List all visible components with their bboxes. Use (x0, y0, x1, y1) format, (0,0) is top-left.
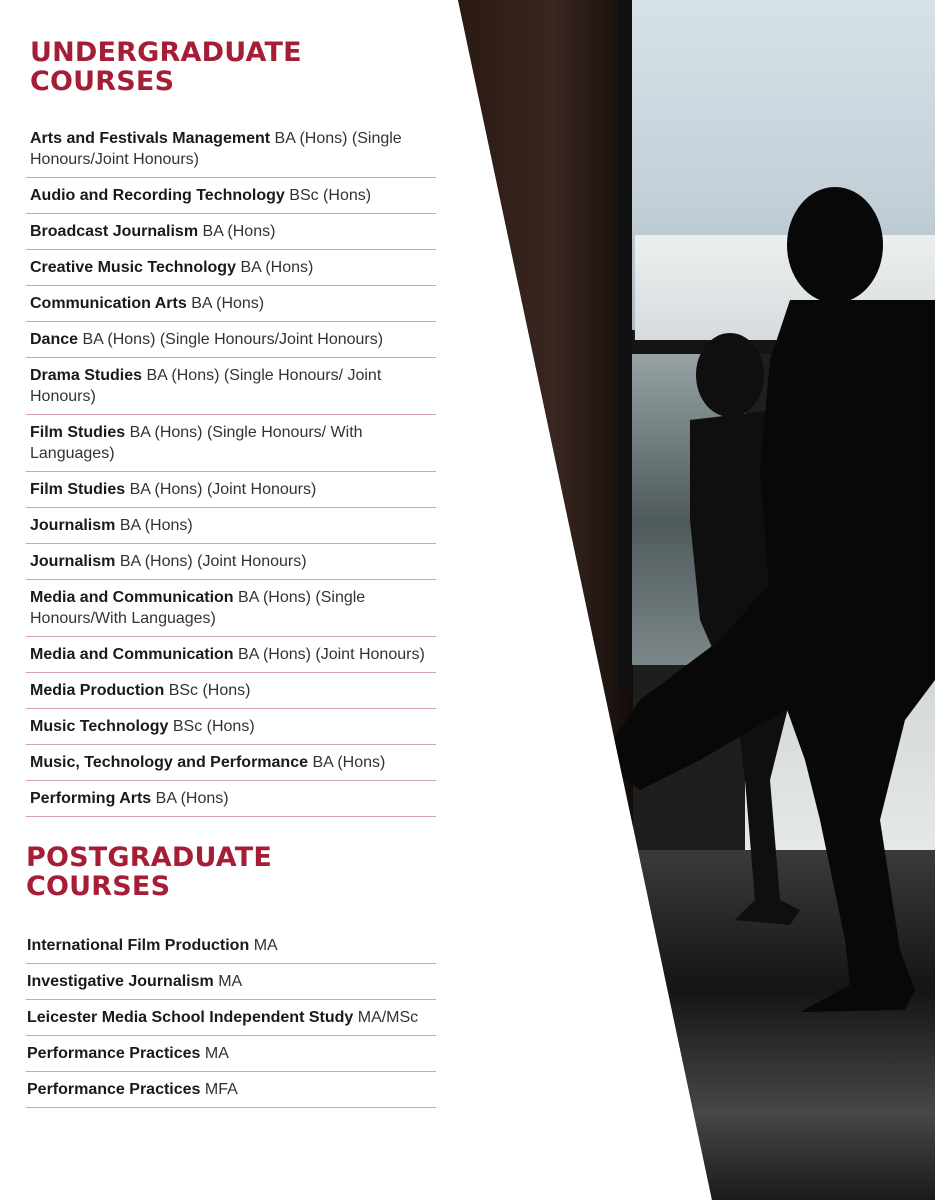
course-qualification: BA (Hons) (Single Honours/Joint Honours) (30, 130, 402, 168)
postgraduate-section (26, 843, 436, 1108)
course-title: Film Studies (30, 424, 126, 441)
course-title: Journalism (30, 553, 116, 570)
course-item (26, 214, 436, 250)
course-qualification: BSc (Hons) (289, 187, 372, 204)
course-item (26, 286, 436, 322)
course-title: Investigative Journalism (27, 973, 214, 990)
course-qualification: BA (Hons) (240, 259, 314, 276)
course-title: Creative Music Technology (30, 259, 236, 276)
course-item (26, 128, 436, 178)
postgraduate-heading-line1: POSTGRADUATE (26, 842, 273, 873)
course-title: Communication Arts (30, 295, 187, 312)
course-item (26, 358, 436, 415)
undergraduate-heading (30, 38, 436, 96)
course-title: Media and Communication (30, 646, 234, 663)
postgraduate-course-list (26, 935, 436, 1108)
course-item (26, 781, 436, 817)
undergraduate-course-list (26, 128, 436, 817)
course-title: Leicester Media School Independent Study (27, 1009, 354, 1026)
course-title: Performance Practices (27, 1081, 201, 1098)
course-qualification: BA (Hons) (312, 754, 386, 771)
course-qualification: BA (Hons) (155, 790, 229, 807)
course-title: Journalism (30, 517, 116, 534)
course-qualification: MA (218, 973, 243, 990)
course-item (26, 415, 436, 472)
course-list-column (26, 38, 436, 1108)
course-qualification: BA (Hons) (Single Honours/Joint Honours) (82, 331, 384, 348)
course-qualification: BA (Hons) (Joint Honours) (129, 481, 317, 498)
course-qualification: MA/MSc (357, 1009, 419, 1026)
course-qualification: BA (Hons) (Single Honours/ With Languages) (30, 424, 363, 462)
course-qualification: BA (Hons) (191, 295, 265, 312)
course-item (26, 673, 436, 709)
undergraduate-heading-line1: UNDERGRADUATE (30, 37, 302, 68)
course-item (26, 1072, 436, 1108)
course-title: Arts and Festivals Management (30, 130, 271, 147)
course-title: Broadcast Journalism (30, 223, 199, 240)
course-item (26, 637, 436, 673)
course-item (26, 472, 436, 508)
course-qualification: BA (Hons) (Joint Honours) (238, 646, 425, 663)
course-item (26, 1036, 436, 1072)
course-title: Audio and Recording Technology (30, 187, 285, 204)
course-title: Dance (30, 331, 79, 348)
course-item (26, 709, 436, 745)
postgraduate-heading (26, 843, 436, 901)
course-qualification: BSc (Hons) (172, 718, 255, 735)
course-qualification: MFA (204, 1081, 238, 1098)
course-qualification: BA (Hons) (Single Honours/With Languages) (30, 589, 366, 627)
course-item (26, 178, 436, 214)
course-title: Performing Arts (30, 790, 152, 807)
course-title: Film Studies (30, 481, 126, 498)
course-title: Media and Communication (30, 589, 234, 606)
course-title: Music, Technology and Performance (30, 754, 308, 771)
course-title: Performance Practices (27, 1045, 201, 1062)
course-qualification: MA (204, 1045, 229, 1062)
course-item (26, 322, 436, 358)
course-item (26, 964, 436, 1000)
course-title: International Film Production (27, 937, 250, 954)
course-qualification: BA (Hons) (202, 223, 276, 240)
course-item (26, 544, 436, 580)
course-title: Media Production (30, 682, 165, 699)
course-item (26, 935, 436, 964)
course-item (26, 745, 436, 781)
course-qualification: BA (Hons) (119, 517, 193, 534)
course-qualification: BSc (Hons) (168, 682, 251, 699)
course-qualification: MA (253, 937, 278, 954)
course-item (26, 1000, 436, 1036)
postgraduate-heading-line2: COURSES (26, 871, 171, 902)
course-qualification: BA (Hons) (Single Honours/ Joint Honours) (30, 367, 382, 405)
course-item (26, 508, 436, 544)
course-title: Music Technology (30, 718, 169, 735)
course-item (26, 580, 436, 637)
course-title: Drama Studies (30, 367, 143, 384)
course-item (26, 250, 436, 286)
undergraduate-heading-line2: COURSES (30, 66, 175, 97)
course-qualification: BA (Hons) (Joint Honours) (119, 553, 307, 570)
undergraduate-section (26, 38, 436, 817)
